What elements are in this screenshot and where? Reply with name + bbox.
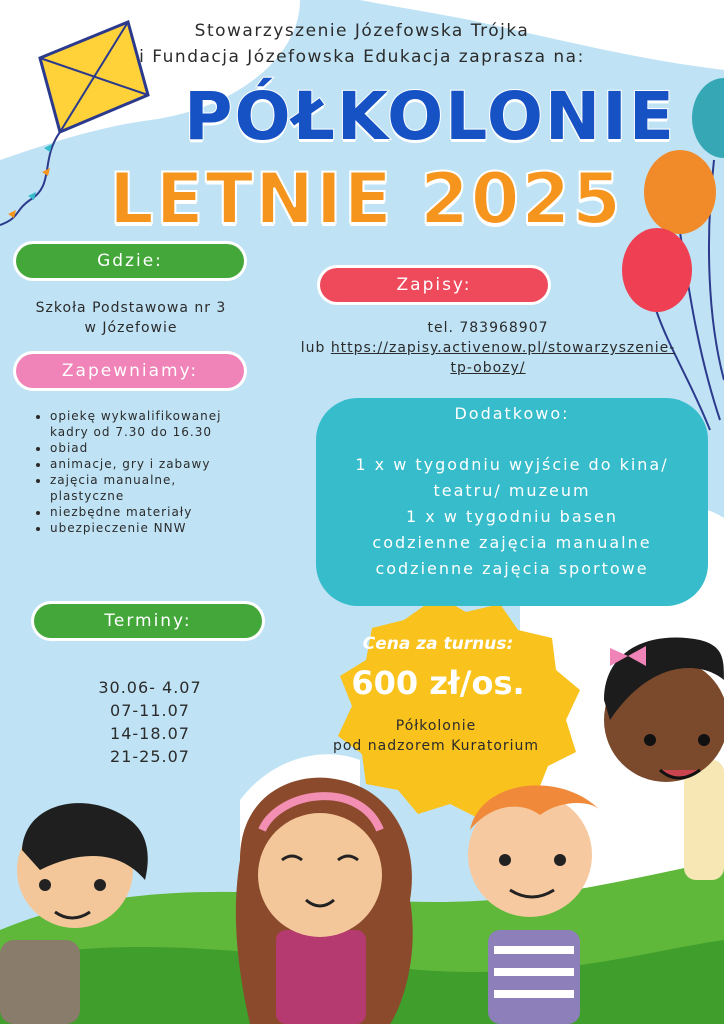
registration-link[interactable]: https://zapisy.activenow.pl/stowarzyszenie- (330, 340, 676, 356)
intro-line-1: Stowarzyszenie Józefowska Trójka (194, 21, 530, 41)
price-heading: Cena za turnus: (362, 634, 514, 654)
intro-text (0, 18, 724, 70)
term-date: 07-11.07 (110, 701, 190, 720)
provide-item: • animacje, gry i zabawy (50, 456, 244, 472)
extra-line: 1 x w tygodniu basen (406, 507, 618, 526)
registration-phone: tel. 783968907 (427, 320, 549, 336)
provide-item: • opiekę wykwalifikowanej kadry od 7.30 do 16.30 (50, 408, 244, 440)
price-note (300, 716, 572, 756)
extra-line: teatru/ muzeum (433, 481, 591, 500)
title-line-2: LETNIE 2025 (109, 158, 623, 240)
registration-label: Zapisy: (320, 268, 548, 302)
where-address-line-1: Szkoła Podstawowa nr 3 (35, 300, 227, 316)
extra-line: codzienne zajęcia manualne (372, 533, 652, 552)
provide-item: • obiad (50, 440, 244, 456)
term-date: 30.06- 4.07 (98, 678, 202, 697)
extra-list (316, 452, 708, 582)
price-note-line-2: pod nadzorem Kuratorium (332, 738, 540, 754)
where-address (0, 298, 262, 338)
price-note-line-1: Półkolonie (395, 718, 477, 734)
where-label: Gdzie: (16, 244, 244, 278)
registration-link-continued[interactable]: tp-obozy/ (450, 360, 526, 376)
extra-line: 1 x w tygodniu wyjście do kina/ (355, 455, 669, 474)
registration-details (270, 318, 706, 378)
provide-item: • niezbędne materiały (50, 504, 244, 520)
extra-line: codzienne zajęcia sportowe (375, 559, 649, 578)
registration-link-row (270, 338, 706, 358)
extra-label: Dodatkowo: (454, 404, 570, 423)
registration-link-prefix: lub (300, 340, 331, 356)
term-date: 14-18.07 (110, 724, 190, 743)
terms-list (60, 676, 240, 768)
provide-label: Zapewniamy: (16, 354, 244, 388)
terms-label: Terminy: (34, 604, 262, 638)
where-address-line-2: w Józefowie (84, 320, 178, 336)
title-line-1: PÓŁKOLONIE (184, 78, 676, 155)
provide-item: • zajęcia manualne, plastyczne (50, 472, 244, 504)
price-value: 600 zł/os. (351, 664, 525, 702)
provide-item: • ubezpieczenie NNW (50, 520, 244, 536)
provide-list (34, 408, 244, 536)
child-middle-illustration (236, 778, 413, 1024)
intro-line-2: i Fundacja Józefowska Edukacja zaprasza na: (139, 47, 585, 67)
term-date: 21-25.07 (110, 747, 190, 766)
